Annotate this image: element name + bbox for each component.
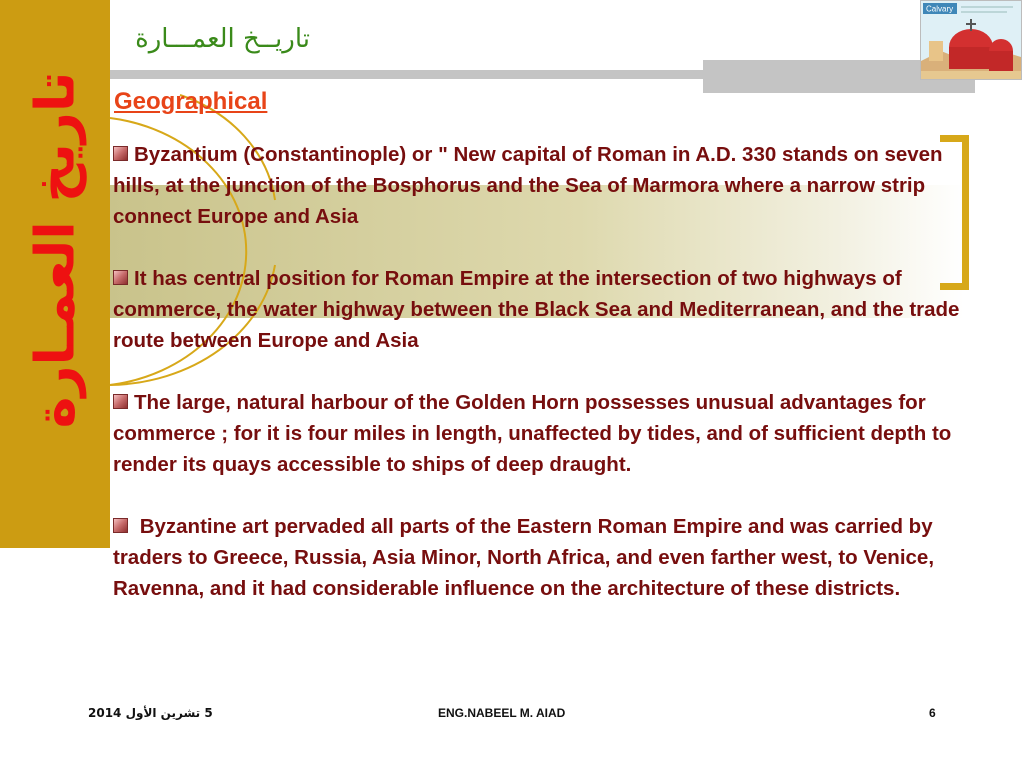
paragraph-2-text: It has central position for Roman Empire at the intersection of two highways of commerce, the water highway between the Black Sea and Mediterranean, and the trade route between Europe and Asia [113, 267, 960, 352]
bullet-icon [113, 270, 128, 285]
bullet-icon [113, 518, 128, 533]
paragraph-3 [113, 387, 969, 480]
bullet-icon [113, 146, 128, 161]
paragraph-1 [113, 139, 969, 232]
section-heading: Geographical [114, 88, 268, 115]
header-arabic-title: تاريــخ العمـــارة [135, 24, 310, 54]
thumbnail-caption: Calvary [926, 4, 954, 14]
footer-date: 5 تشرين الأول 2014 [88, 706, 213, 720]
sidebar-arabic-title: تاريخ العمـارة [23, 71, 87, 429]
paragraph-2 [113, 263, 969, 356]
paragraph-1-text: Byzantium (Constantinople) or " New capital of Roman in A.D. 330 stands on seven hills, at the junction of the Bosphorus and the Sea of Marmora where a narrow strip connect Europe and Asia [113, 143, 943, 228]
bullet-icon [113, 394, 128, 409]
footer-author: ENG.NABEEL M. AIAD [438, 706, 566, 720]
content-area [113, 139, 969, 635]
paragraph-4 [113, 511, 969, 604]
paragraph-4-text: Byzantine art pervaded all parts of the Eastern Roman Empire and was carried by traders to Greece, Russia, Asia Minor, North Africa, and even farther west, to Venice, Ravenna, and it had considerable influence on the architecture of these districts. [113, 515, 935, 600]
paragraph-3-text: The large, natural harbour of the Golden Horn possesses unusual advantages for commerce ; for it is four miles in length, unaffected by tides, and of sufficient depth to render its quays accessible to ships of deep draught. [113, 391, 952, 476]
footer-page-number: 6 [929, 706, 936, 720]
